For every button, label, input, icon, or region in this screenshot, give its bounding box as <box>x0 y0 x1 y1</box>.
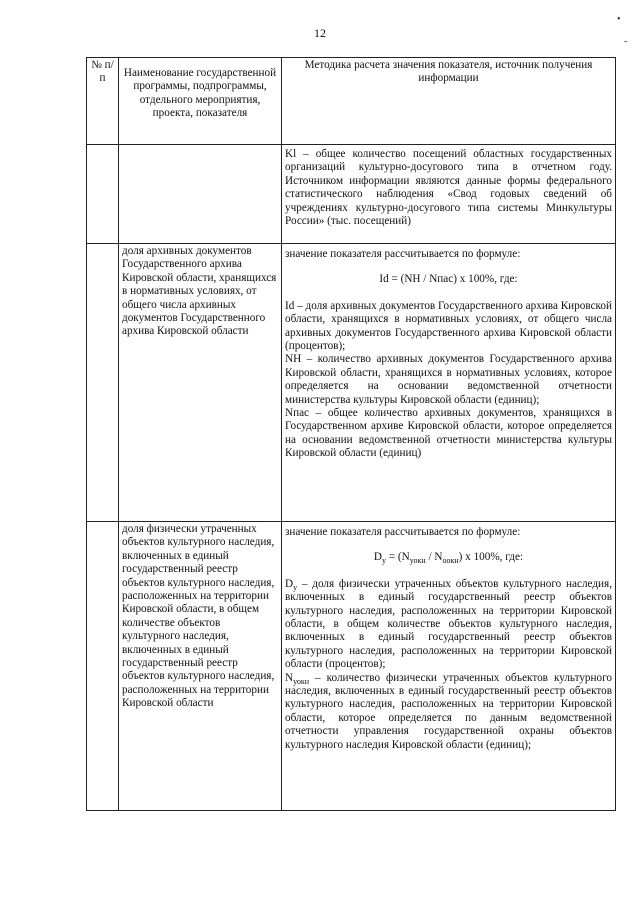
definition-item: Nпас – общее количество архивных документов, хранящихся в Государственном архиве Кировской области, которое определяется на основании ведомственной отчетности министерства культуры Кировской области (единиц) <box>285 407 612 460</box>
definition-symbol: N <box>285 671 294 684</box>
definition-text: – доля физически утраченных объектов культурного наследия, включенных в единый государственный реестр объектов культурного наследия, расположенных на территории Кировской области, в общем количестве объектов культурного наследия, включенных в единый государственный реестр объектов культурного наследия, расположенных на территории Кировской области (процентов); <box>285 577 612 671</box>
header-method: Методика расчета значения показателя, источник получения информации <box>282 58 616 145</box>
page-number: 12 <box>314 26 326 40</box>
header-name: Наименование государственной программы, подпрограммы, отдельного мероприятия, проекта, показателя <box>119 58 282 145</box>
formula-sub: уокн <box>409 556 426 566</box>
definition-item <box>285 672 612 752</box>
formula: Id = (NH / Nпас) x 100%, где: <box>379 273 518 286</box>
row-name-cell: доля архивных документов Государственного архива Кировской области, хранящихся в нормативных условиях, от общего числа архивных документов Государственного архива Кировской области <box>119 244 282 522</box>
row-name-cell: доля физически утраченных объектов культурного наследия, включенных в единый государственный реестр объектов культурного наследия, расположенных на территории Кировской области, в общем количестве объектов культурного наследия, включенных в единый государственный реестр объектов культурного наследия, расположенных на территории Кировской области <box>119 522 282 811</box>
definition-item: Id – доля архивных документов Государственного архива Кировской области, хранящихся в нормативных условиях, от общего числа архивных документов Государственного архива Кировской области (процентов); <box>285 299 612 353</box>
definition-symbol-sub: уокн <box>293 676 310 686</box>
definition-symbol: D <box>285 577 294 590</box>
row-number-cell <box>87 244 119 522</box>
edge-mark-mid: - <box>624 36 628 47</box>
formula-intro: значение показателя рассчитывается по формуле: <box>285 248 521 260</box>
formula-intro: значение показателя рассчитывается по формуле: <box>285 526 521 538</box>
edge-mark-top: • <box>617 14 621 25</box>
formula-sub: оокн <box>442 556 459 566</box>
table-header-row <box>87 58 616 145</box>
row-number-cell <box>87 145 119 244</box>
row-method-cell <box>282 244 616 522</box>
formula-part: = (N <box>386 551 410 564</box>
header-number: № п/п <box>87 58 119 145</box>
table-row <box>87 145 616 244</box>
row-method-cell: Kl – общее количество посещений областных государственных организаций культурно-досугового типа в отчетном году. Источником информации являются данные формы федерального статистического наблюдения «Свод годовых сведений об учреждениях культурно-досугового типа системы Минкультуры России» (тыс. посещений) <box>282 145 616 244</box>
formula-part: / N <box>425 551 443 564</box>
formula-part: ) x 100%, где: <box>458 551 524 564</box>
formula-lhs: D <box>373 551 383 564</box>
indicator-table <box>86 57 616 811</box>
row-number-cell <box>87 522 119 811</box>
table-row <box>87 522 616 811</box>
formula <box>285 551 612 564</box>
table-row <box>87 244 616 522</box>
row-method-cell <box>282 522 616 811</box>
definition-item: NH – количество архивных документов Государственного архива Кировской области, хранящихся в нормативных условиях, которое определяется на основании ведомственной отчетности министерства культуры Кировской области (единиц); <box>285 353 612 406</box>
definition-text: – количество физически утраченных объектов культурного наследия, включенных в единый государственный реестр объектов культурного наследия, расположенных на территории Кировской области, которое определяется по данным ведомственной отчетности управления государственной охраны объектов культурного наследия Кировской области (единиц); <box>285 671 612 751</box>
definition-symbol-sub: у <box>293 583 298 593</box>
definition-item <box>285 578 612 672</box>
formula-lhs-sub: у <box>382 556 387 566</box>
row-name-cell <box>119 145 282 244</box>
